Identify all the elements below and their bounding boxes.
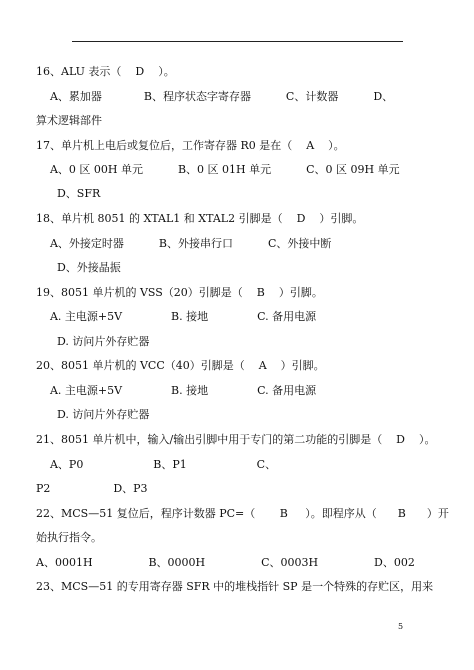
- question-19-options: A. 主电源+5V B. 接地 C. 备用电源: [36, 310, 317, 323]
- question-22-cont: 始执行指令。: [36, 531, 102, 544]
- question-17-option-d: D、SFR: [36, 187, 101, 200]
- question-19: 19、8051 单片机的 VSS（20）引脚是（ B ）引脚。: [36, 286, 323, 299]
- question-21: 21、8051 单片机中，输入/输出引脚中用于专门的第二功能的引脚是（ D ）。: [36, 433, 436, 446]
- header-rule: [72, 41, 403, 42]
- question-20-options: A. 主电源+5V B. 接地 C. 备用电源: [36, 384, 317, 397]
- question-17: 17、单片机上电后或复位后，工作寄存器 R0 是在（ A ）。: [36, 139, 345, 152]
- question-21-options-cont: P2 D、P3: [36, 482, 148, 495]
- question-16-options: A、累加器 B、程序状态字寄存器 C、计数器 D、: [36, 90, 394, 103]
- question-18-options: A、外接定时器 B、外接串行口 C、外接中断: [36, 237, 332, 250]
- page-number: 5: [398, 622, 404, 631]
- question-23: 23、MCS—51 的专用寄存器 SFR 中的堆栈指针 SP 是一个特殊的存贮区，用来: [36, 580, 434, 593]
- question-16: 16、ALU 表示（ D ）。: [36, 65, 175, 78]
- question-22: 22、MCS—51 复位后，程序计数器 PC=（ B ）。即程序从（ B ）开: [36, 507, 449, 520]
- question-21-options: A、P0 B、P1 C、: [36, 458, 277, 471]
- question-18: 18、单片机 8051 的 XTAL1 和 XTAL2 引脚是（ D ）引脚。: [36, 212, 364, 225]
- question-16-options-cont: 算术逻辑部件: [36, 114, 102, 127]
- question-20: 20、8051 单片机的 VCC（40）引脚是（ A ）引脚。: [36, 359, 325, 372]
- question-19-option-d: D. 访问片外存贮器: [36, 335, 150, 348]
- question-20-option-d: D. 访问片外存贮器: [36, 408, 150, 421]
- question-22-options: A、0001H B、0000H C、0003H D、002: [36, 556, 415, 569]
- question-18-option-d: D、外接晶振: [36, 261, 121, 274]
- question-17-options: A、0 区 00H 单元 B、0 区 01H 单元 C、0 区 09H 单元: [36, 163, 400, 176]
